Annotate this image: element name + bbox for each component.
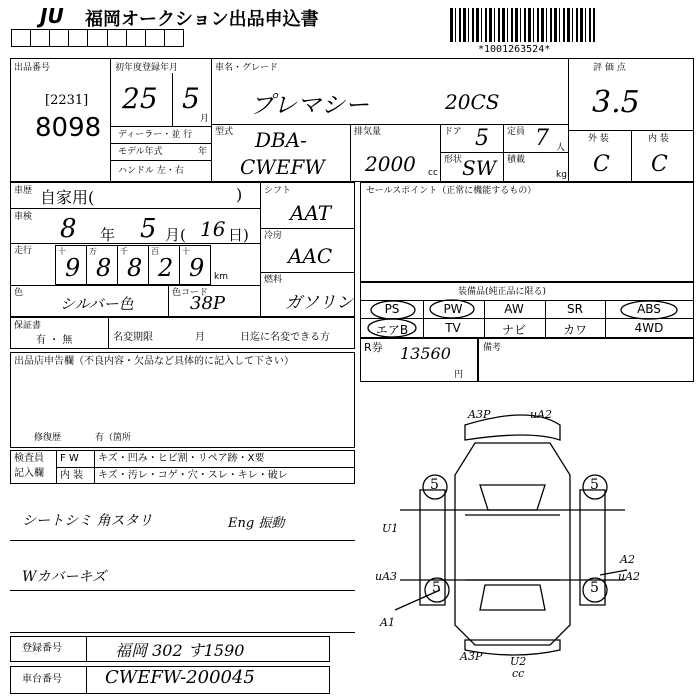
- registration-label: 登録番号: [22, 643, 62, 654]
- inspection-year: 8: [60, 214, 77, 244]
- name-change-unit: 月: [195, 332, 205, 343]
- equip-item-pw: PW: [443, 302, 463, 316]
- damage-mark: U1: [382, 522, 399, 535]
- mileage-digit: 8: [127, 254, 143, 282]
- equip-item-airbag: エアB: [375, 323, 409, 337]
- shift-label: シフト: [264, 186, 292, 196]
- misc-box: [478, 338, 694, 382]
- capacity-label: 定員: [507, 127, 526, 137]
- listing-code: [2231]: [45, 93, 89, 108]
- mileage-unit: km: [214, 272, 228, 282]
- eval-ext-label: 外 装: [588, 134, 609, 144]
- note-line1b: Eng 振動: [228, 516, 285, 531]
- recycle-label: R券: [364, 341, 383, 354]
- shape-label: 形状: [444, 155, 463, 165]
- damage-mark: A2: [620, 553, 635, 566]
- displacement-unit: cc: [428, 168, 438, 178]
- circle-abs: [621, 301, 677, 319]
- color-code: 38P: [190, 293, 226, 314]
- load-label: 積載: [507, 155, 526, 165]
- equip-item-leather: カワ: [562, 323, 587, 337]
- doors-value: 5: [475, 126, 489, 151]
- inspection-month-unit: 月(: [165, 226, 186, 244]
- sales-point-box: [360, 182, 694, 282]
- header-checkboxes: [11, 29, 184, 47]
- color-value: シルバー色: [60, 295, 134, 313]
- inspection-label: 車検: [14, 212, 33, 222]
- damage-mark: A3P: [460, 650, 483, 663]
- chassis-value: CWEFW-200045: [105, 667, 255, 688]
- mileage-digit: 9: [189, 254, 205, 282]
- barcode-text: *1001263524*: [478, 44, 551, 55]
- first-reg-month: 5: [182, 82, 200, 115]
- misc-label: 備考: [483, 343, 502, 353]
- color-label: 色: [14, 288, 24, 298]
- eval-int: C: [651, 152, 668, 177]
- ac-label: 冷房: [264, 231, 283, 241]
- registration-value: 福岡 302 す1590: [115, 641, 245, 660]
- capacity-unit: 人: [556, 143, 566, 153]
- inspector-interior: 内 装: [60, 470, 84, 481]
- equip-item-ps: PS: [384, 302, 400, 316]
- color-code-label: 色コード: [172, 288, 209, 298]
- note-line1: シートシミ 角スタリ: [22, 513, 153, 529]
- doors-label: ドア: [444, 127, 462, 137]
- note-line2: Wカバーキズ: [22, 569, 107, 585]
- repair-value: 有（箇所: [95, 433, 132, 443]
- type-value2: CWEFW: [240, 155, 325, 179]
- tire-fr-score: 5: [590, 477, 599, 493]
- model-value: プレマシー: [250, 91, 370, 119]
- usage-label: 車歴: [14, 186, 33, 196]
- dealer-line2-unit: 年: [198, 147, 208, 157]
- model-label: 車名・グレード: [215, 63, 279, 73]
- recycle-unit: 円: [454, 370, 464, 380]
- eval-score: 3.5: [592, 85, 640, 120]
- fuel-label: 燃料: [264, 275, 283, 285]
- damage-mark: uA2: [618, 570, 641, 583]
- usage-close: ): [236, 185, 243, 204]
- inspector-fw: F W: [60, 453, 79, 464]
- inspection-day-close: 日): [228, 226, 249, 244]
- circle-airbag: [368, 319, 416, 337]
- car-damage-diagram: [365, 395, 695, 695]
- type-label: 型式: [215, 127, 234, 137]
- diagram-car-outline: [455, 443, 570, 645]
- barcode: [450, 8, 595, 42]
- shape-value: SW: [462, 156, 497, 180]
- listing-label: 出品番号: [14, 63, 51, 73]
- damage-mark: U2: [510, 655, 527, 668]
- equip-item-sr: SR: [567, 302, 583, 316]
- eval-int-label: 内 装: [648, 134, 669, 144]
- circle-pw: [430, 300, 474, 318]
- damage-mark: A3P: [468, 408, 491, 421]
- sales-label: セールスポイント（正常に機能するもの）: [366, 186, 537, 196]
- inspection-month: 5: [140, 214, 157, 244]
- inspector-label1: 検査員: [14, 453, 44, 464]
- displacement-value: 2000: [365, 152, 416, 176]
- listing-number: 8098: [35, 113, 102, 143]
- circle-ps: [371, 301, 415, 319]
- diagram-rear-window: [480, 585, 545, 610]
- name-change-label: 名変期限: [113, 332, 153, 343]
- damage-mark: uA2: [530, 408, 553, 421]
- shift-value: AAT: [290, 201, 332, 225]
- equip-item-4wd: 4WD: [634, 321, 664, 335]
- brand-logo: JU: [40, 4, 64, 28]
- equip-item-navi: ナビ: [501, 323, 526, 337]
- damage-mark: uA3: [375, 570, 398, 583]
- mileage-digit: 8: [96, 254, 112, 282]
- tire-rl-score: 5: [432, 580, 441, 596]
- dealer-line3: ハンドル 左・右: [118, 166, 184, 176]
- ac-value: AAC: [288, 244, 333, 268]
- dealer-line1: ディーラー・並 行: [118, 130, 193, 140]
- first-reg-year: 25: [122, 82, 158, 115]
- inspector-row1: キズ・凹み・ヒビ割・リペア跡・X要: [98, 453, 265, 464]
- usage-value: 自家用(: [40, 188, 95, 207]
- load-unit: kg: [556, 170, 567, 180]
- name-change-note: 日迄に名変できる方: [240, 332, 330, 343]
- displacement-label: 排気量: [354, 127, 382, 137]
- mileage-digit: 9: [65, 254, 81, 282]
- tire-fl-score: 5: [430, 477, 439, 493]
- equip-item-tv: TV: [445, 321, 461, 335]
- report-label: 出品店申告欄（不良内容・欠品など具体的に記入して下さい）: [14, 356, 294, 367]
- mileage-grid: [55, 245, 211, 285]
- recycle-value: 13560: [400, 344, 451, 363]
- equip-label: 装備品(純正品に限る): [458, 287, 547, 297]
- eval-label: 評 価 点: [593, 63, 626, 73]
- equip-item-abs: ABS: [637, 302, 661, 316]
- first-reg-label: 初年度登録年月: [115, 63, 179, 73]
- mileage-mark: 十: [182, 247, 190, 256]
- model-grade: 20CS: [445, 90, 500, 114]
- equip-item-aw: AW: [504, 302, 524, 316]
- first-reg-month-unit: 月: [200, 114, 210, 124]
- mileage-mark: 千: [120, 247, 128, 256]
- mileage-mark: 十: [58, 247, 66, 256]
- diagram-windshield: [480, 485, 545, 510]
- warranty-label: 保証書: [14, 321, 42, 331]
- inspector-label2: 記入欄: [14, 468, 44, 479]
- repair-label: 修復歴: [34, 433, 62, 443]
- equipment-circles: [360, 296, 694, 338]
- damage-mark: cc: [512, 667, 525, 680]
- inspection-year-unit: 年: [100, 226, 116, 244]
- warranty-options: 有 ・ 無: [36, 335, 73, 346]
- inspection-day: 16: [200, 217, 226, 241]
- type-value: DBA-: [255, 128, 307, 152]
- mileage-label: 走行: [14, 246, 33, 256]
- dealer-line2: モデル年式: [118, 147, 163, 157]
- mileage-mark: 万: [89, 247, 97, 256]
- capacity-value: 7: [535, 126, 549, 151]
- mileage-mark: 百: [151, 247, 159, 256]
- fuel-value: ガソリン: [285, 293, 353, 313]
- eval-ext: C: [593, 152, 610, 177]
- inspector-row2: キズ・汚レ・コゲ・穴・スレ・キレ・破レ: [98, 470, 288, 481]
- tire-rr-score: 5: [590, 580, 599, 596]
- mileage-digit: 2: [158, 254, 174, 282]
- damage-mark: A1: [380, 616, 395, 629]
- form-title: 福岡オークション出品申込書: [85, 9, 319, 30]
- chassis-label: 車台番号: [22, 674, 62, 685]
